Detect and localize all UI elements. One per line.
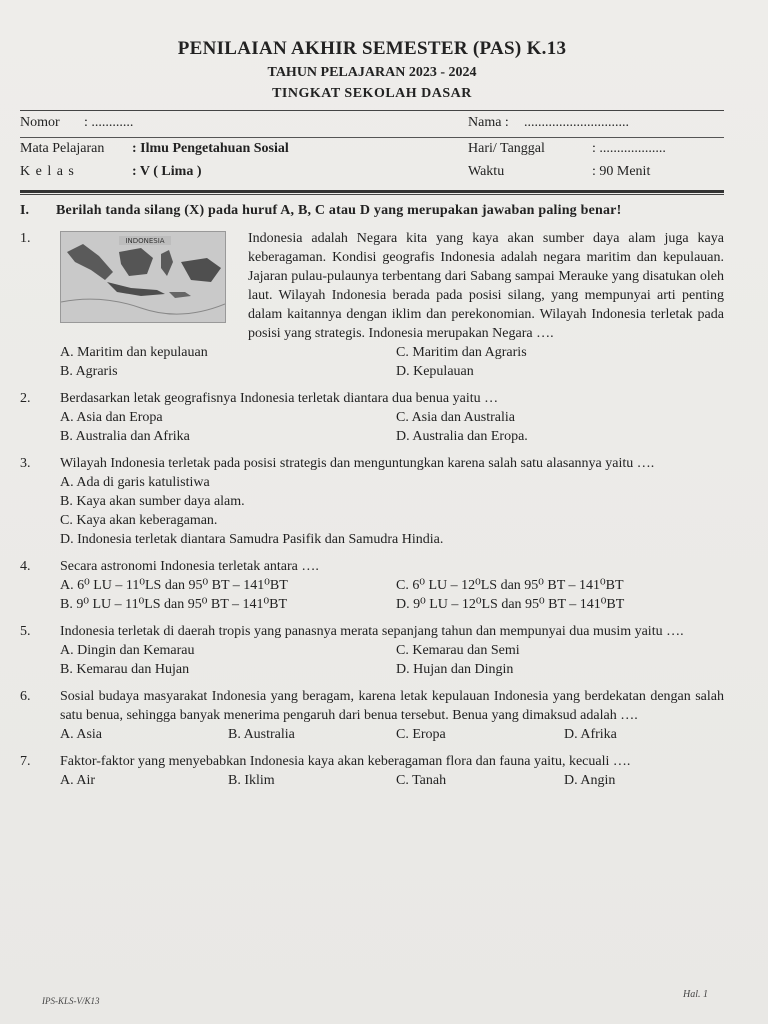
option-3c[interactable]: C. Kaya akan keberagaman. <box>60 513 218 528</box>
option-3b[interactable]: B. Kaya akan sumber daya alam. <box>60 494 245 509</box>
question-3 <box>20 454 724 549</box>
option-3d[interactable]: D. Indonesia terletak diantara Samudra Pasifik dan Samudra Hindia. <box>60 532 444 547</box>
mapel-label: Mata Pelajaran <box>20 141 105 156</box>
hari-field[interactable]: : ................... <box>592 141 666 156</box>
section-text: Berilah tanda silang (X) pada huruf A, B, C atau D yang merupakan jawaban paling benar! <box>56 203 622 218</box>
nomor-label: Nomor <box>20 115 60 130</box>
question-number: 2. <box>20 391 31 406</box>
nomor-field[interactable]: : ............ <box>84 115 134 130</box>
nama-field[interactable]: .............................. <box>524 115 629 130</box>
option-1d[interactable]: D. Kepulauan <box>396 364 474 379</box>
option-1a[interactable]: A. Maritim dan kepulauan <box>60 345 208 360</box>
option-1c[interactable]: C. Maritim dan Agraris <box>396 345 527 360</box>
question-4 <box>20 557 724 614</box>
question-number: 7. <box>20 754 31 769</box>
nama-label: Nama : <box>468 115 509 130</box>
school-level: TINGKAT SEKOLAH DASAR <box>272 86 472 101</box>
section-number: I. <box>20 203 29 218</box>
map-label: INDONESIA <box>125 237 165 245</box>
map-icon <box>61 232 225 322</box>
info-divider <box>20 190 724 195</box>
question-text: Secara astronomi Indonesia terletak antara …. <box>60 559 319 574</box>
option-7b[interactable]: B. Iklim <box>228 773 275 788</box>
school-year: TAHUN PELAJARAN 2023 - 2024 <box>267 65 477 80</box>
footer-code: IPS-KLS-V/K13 <box>42 996 100 1006</box>
option-6d[interactable]: D. Afrika <box>564 727 617 742</box>
section-instruction <box>20 203 724 219</box>
question-number: 4. <box>20 559 31 574</box>
header-divider <box>20 110 724 111</box>
option-1b[interactable]: B. Agraris <box>60 364 118 379</box>
indonesia-map-image <box>60 231 226 323</box>
kelas-value: : V ( Lima ) <box>132 164 202 179</box>
option-2c[interactable]: C. Asia dan Australia <box>396 410 515 425</box>
kelas-label: K e l a s <box>20 164 75 179</box>
question-text: Wilayah Indonesia terletak pada posisi strategis dan menguntungkan karena salah satu alasannya yaitu …. <box>60 456 655 471</box>
option-2d[interactable]: D. Australia dan Eropa. <box>396 429 528 444</box>
option-5a[interactable]: A. Dingin dan Kemarau <box>60 643 195 658</box>
question-text: Indonesia adalah Negara kita yang kaya akan sumber daya alam juga kaya keberagaman. Kondisi geografis Indonesia adalah negara maritim dan kepulauan. Jajaran pulau-pulaunya terbentang dari Sabang sampai Merauke yang disatukan oleh laut. Wilayah Indonesia berada pada posisi silang, yang mempunyai arti penting dalam kaitannya dengan iklim dan perekonomian. Wilayah Indonesia terletak pada posisi yang strategis. Indonesia merupakan Negara …. <box>248 231 724 341</box>
option-6a[interactable]: A. Asia <box>60 727 102 742</box>
option-4b[interactable]: B. 9⁰ LU – 11⁰LS dan 95⁰ BT – 141⁰BT <box>60 597 288 612</box>
question-number: 6. <box>20 689 31 704</box>
option-5b[interactable]: B. Kemarau dan Hujan <box>60 662 190 677</box>
option-4a[interactable]: A. 6⁰ LU – 11⁰LS dan 95⁰ BT – 141⁰BT <box>60 578 288 593</box>
student-info <box>20 115 724 184</box>
option-6c[interactable]: C. Eropa <box>396 727 446 742</box>
option-5d[interactable]: D. Hujan dan Dingin <box>396 662 514 677</box>
question-number: 5. <box>20 624 31 639</box>
option-3a[interactable]: A. Ada di garis katulistiwa <box>60 475 210 490</box>
hari-label: Hari/ Tanggal <box>468 141 545 156</box>
exam-header <box>20 0 724 102</box>
waktu-label: Waktu <box>468 164 505 179</box>
question-7 <box>20 752 724 790</box>
option-2a[interactable]: A. Asia dan Eropa <box>60 410 163 425</box>
question-number: 1. <box>20 231 31 246</box>
question-5 <box>20 622 724 679</box>
option-7a[interactable]: A. Air <box>60 773 95 788</box>
option-7d[interactable]: D. Angin <box>564 773 616 788</box>
option-2b[interactable]: B. Australia dan Afrika <box>60 429 190 444</box>
question-number: 3. <box>20 456 31 471</box>
option-6b[interactable]: B. Australia <box>228 727 295 742</box>
mapel-value: : Ilmu Pengetahuan Sosial <box>132 141 289 156</box>
option-4c[interactable]: C. 6⁰ LU – 12⁰LS dan 95⁰ BT – 141⁰BT <box>396 578 624 593</box>
question-1 <box>20 229 724 381</box>
page-number: Hal. 1 <box>683 989 708 1000</box>
question-2 <box>20 389 724 446</box>
question-6 <box>20 687 724 744</box>
exam-title: PENILAIAN AKHIR SEMESTER (PAS) K.13 <box>177 38 567 59</box>
question-text: Indonesia terletak di daerah tropis yang panasnya merata sepanjang tahun dan mempunyai dua musim yaitu …. <box>60 624 684 639</box>
option-4d[interactable]: D. 9⁰ LU – 12⁰LS dan 95⁰ BT – 141⁰BT <box>396 597 625 612</box>
option-5c[interactable]: C. Kemarau dan Semi <box>396 643 520 658</box>
question-text: Sosial budaya masyarakat Indonesia yang beragam, karena letak kepulauan Indonesia yang berdekatan dengan salah satu benua, sehingga banyak menerima pengaruh dari benua tersebut. Benua yang dimaksud adalah …. <box>60 689 724 723</box>
question-text: Faktor-faktor yang menyebabkan Indonesia kaya akan keberagaman flora dan fauna yaitu, kecuali …. <box>60 754 631 769</box>
question-text: Berdasarkan letak geografisnya Indonesia terletak diantara dua benua yaitu … <box>60 391 499 406</box>
option-7c[interactable]: C. Tanah <box>396 773 447 788</box>
waktu-value: : 90 Menit <box>592 164 651 179</box>
